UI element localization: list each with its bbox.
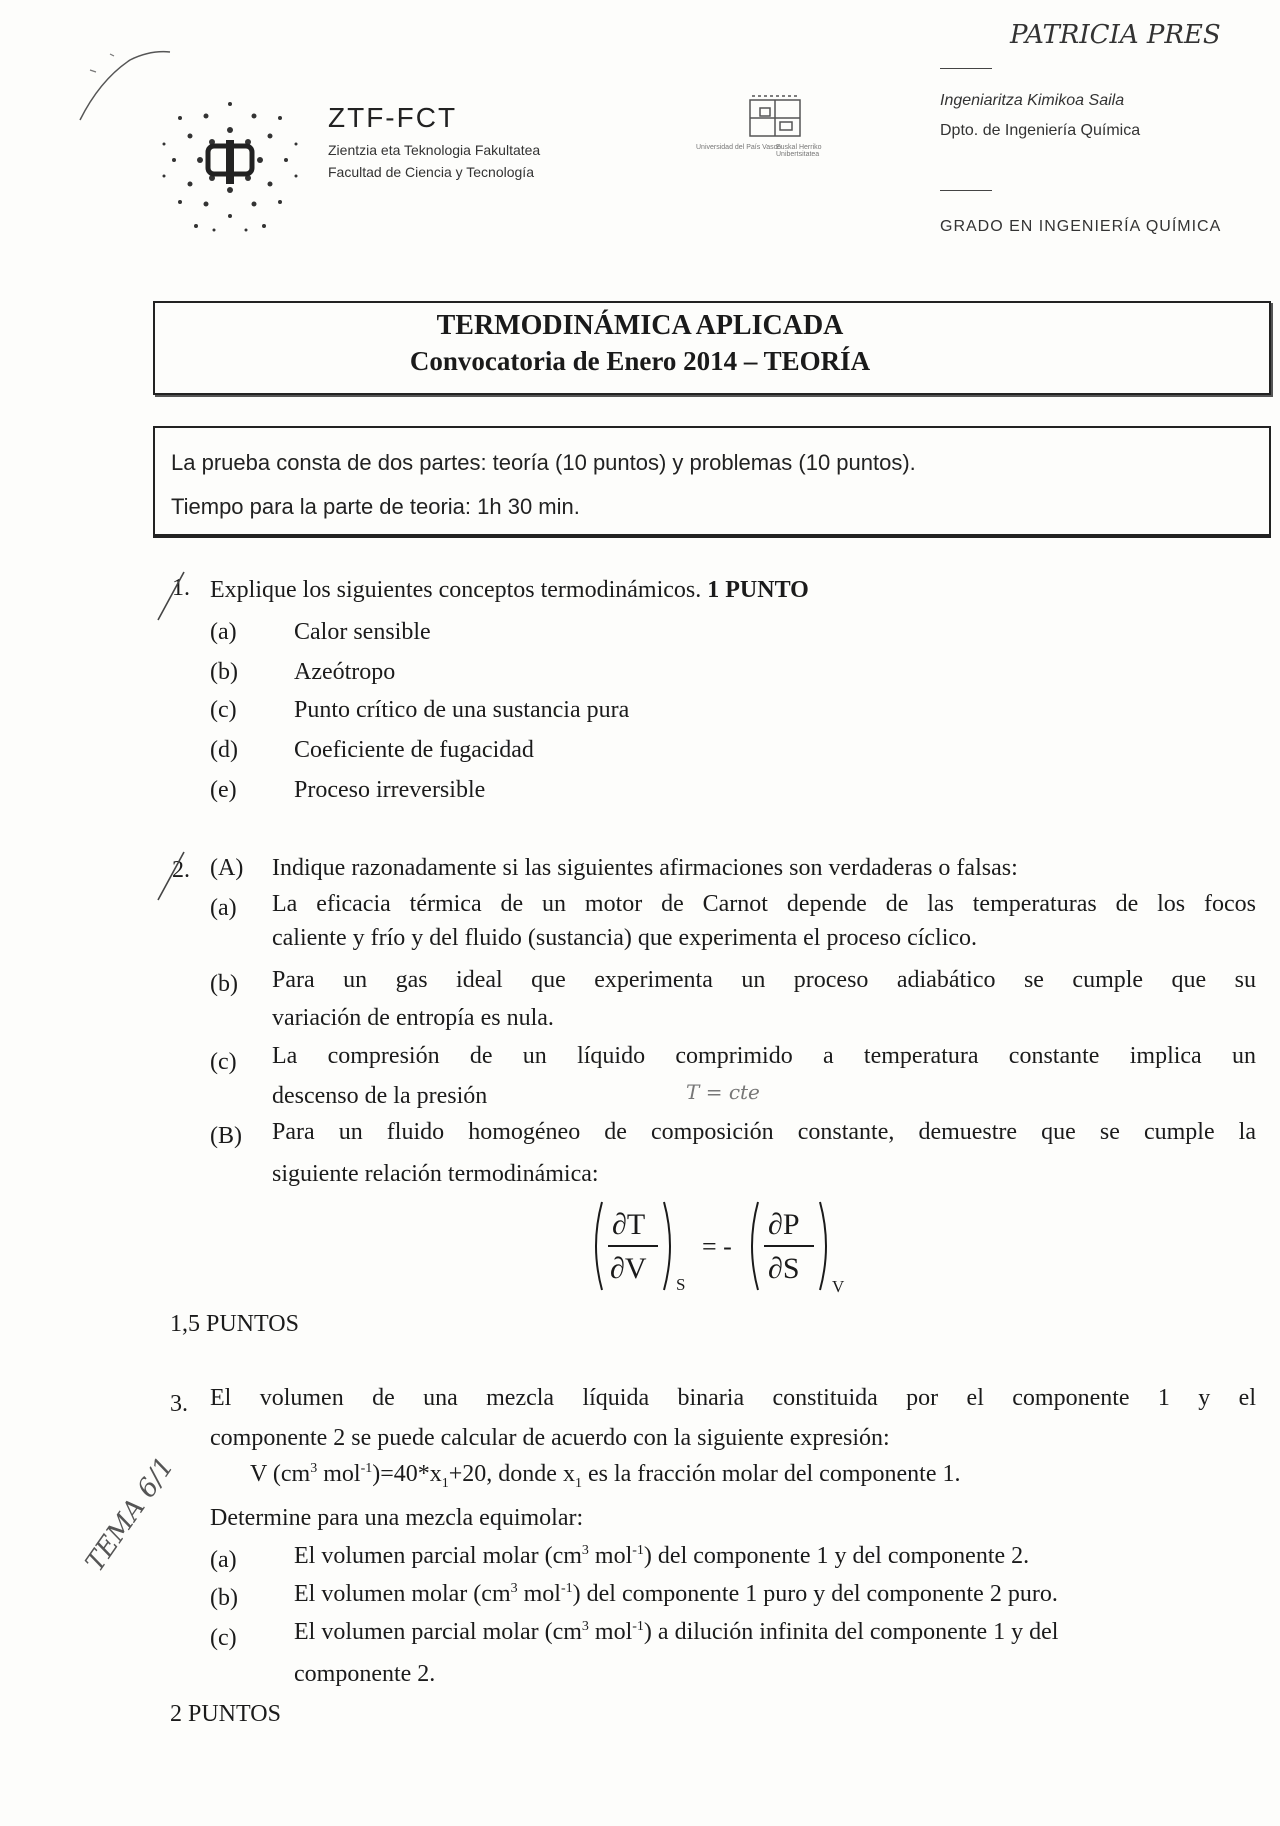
q3-item-text: El volumen parcial molar (cm — [294, 1543, 582, 1569]
q2-b-line1: Para un gas ideal que experimenta un proceso adiabático se cumple que su — [272, 967, 1256, 993]
eq-lhs-subscript: S — [676, 1275, 686, 1294]
eq-lhs-denominator: ∂V — [610, 1252, 647, 1285]
student-name: PATRICIA PRES — [1010, 20, 1221, 50]
q3-a-text — [294, 1544, 1029, 1568]
q3-expr-exp: -1 — [360, 1461, 373, 1476]
q3-item-text: El volumen parcial molar (cm — [294, 1619, 582, 1645]
q1-item-text: Coeficiente de fugacidad — [294, 737, 534, 763]
department-basque: Ingeniaritza Kimikoa Saila — [940, 92, 1125, 109]
q3-expr-part: )=40*x — [372, 1461, 442, 1487]
university-emblem-icon — [690, 86, 860, 146]
faculty-name-basque: Zientzia eta Teknologia Fakultatea — [328, 142, 541, 158]
eq-rhs-numerator: ∂P — [768, 1208, 800, 1241]
q2-c-line2: descenso de la presión — [272, 1083, 488, 1109]
q3-line1: El volumen de una mezcla líquida binaria constituida por el componente 1 y el — [210, 1385, 1256, 1411]
degree-name: GRADO EN INGENIERÍA QUÍMICA — [940, 218, 1222, 235]
q3-determine: Determine para una mezcla equimolar: — [210, 1505, 584, 1531]
department-spanish: Dpto. de Ingeniería Química — [940, 122, 1141, 139]
q3-expression — [250, 1462, 960, 1491]
exam-subtitle: Convocatoria de Enero 2014 – TEORÍA — [409, 346, 871, 376]
q3-b-label: (b) — [210, 1585, 238, 1611]
q3-c-label: (c) — [210, 1625, 237, 1651]
eq-equals-minus: = - — [702, 1232, 732, 1261]
faculty-name-spanish: Facultad de Ciencia y Tecnología — [328, 164, 534, 180]
exam-title: TERMODINÁMICA APLICADA — [436, 310, 844, 341]
q1-pen-mark-icon — [150, 568, 190, 628]
q3-item-text: ) del componente 1 puro y del componente 2 puro. — [572, 1581, 1058, 1607]
q3-expr-part: es la fracción molar del componente 1. — [581, 1461, 961, 1487]
q2-b-line2: variación de entropía es nula. — [272, 1005, 554, 1031]
q3-line2: componente 2 se puede calcular de acuerdo con la siguiente expresión: — [210, 1425, 890, 1451]
q2-a-line2: caliente y frío y del fluido (sustancia) que experimenta el proceso cíclico. — [272, 925, 978, 951]
q3-expr-part: V (cm — [250, 1461, 311, 1487]
q1-item-b — [210, 659, 396, 685]
q3-points: 2 PUNTOS — [170, 1701, 281, 1727]
q3-exp: -1 — [560, 1581, 573, 1596]
eq-lhs-numerator: ∂T — [612, 1208, 646, 1241]
q2-c-label: (c) — [210, 1049, 237, 1075]
q2-a-line1: La eficacia térmica de un motor de Carnot depende de las temperaturas de los focos — [272, 891, 1256, 917]
q3-exp: -1 — [632, 1619, 644, 1634]
q2-b-label: (b) — [210, 971, 238, 997]
q1-item-a — [210, 619, 431, 645]
q3-c-text — [294, 1620, 1058, 1644]
q2-c-handnote: T = cte — [686, 1080, 760, 1104]
university-name-basque: Euskal Herriko Unibertsitatea — [776, 144, 822, 158]
q3-expr-part: mol — [317, 1461, 361, 1487]
q3-exp: -1 — [632, 1543, 644, 1558]
q2-a-label: (a) — [210, 895, 237, 921]
info-line-parts: La prueba consta de dos partes: teoría (10 puntos) y problemas (10 puntos). — [171, 450, 916, 475]
q3-item-text: mol — [517, 1581, 561, 1607]
q1-item-text: Punto crítico de una sustancia pura — [294, 697, 630, 723]
q2-B-line2: siguiente relación termodinámica: — [272, 1161, 599, 1187]
q2-points: 1,5 PUNTOS — [170, 1311, 299, 1337]
margin-handnote: TEMA 6/1 — [80, 1452, 181, 1578]
maxwell-relation-equation — [590, 1196, 850, 1296]
university-name-spanish: Universidad del País Vasco — [696, 144, 782, 151]
university-logo — [690, 86, 860, 176]
info-box — [153, 426, 1271, 538]
header-rule-top — [940, 68, 992, 69]
q3-exp: 3 — [581, 1619, 589, 1634]
q1-item-text: Proceso irreversible — [294, 777, 486, 803]
q1-number: 1. — [172, 575, 190, 601]
q1-item-c — [210, 697, 630, 723]
q3-item-text: El volumen molar (cm — [294, 1581, 511, 1607]
q1-points: 1 PUNTO — [707, 577, 809, 603]
q3-expr-exp: 3 — [310, 1461, 318, 1476]
q3-b-text — [294, 1582, 1058, 1606]
q1-item-e — [210, 777, 486, 803]
q1-item-label: (b) — [210, 659, 238, 685]
q2-B-label: (B) — [210, 1123, 242, 1149]
q2-B-line1: Para un fluido homogéneo de composición constante, demuestre que se cumple la — [272, 1119, 1256, 1145]
q1-prompt: Explique los siguientes conceptos termodinámicos. — [210, 577, 702, 603]
info-line-time: Tiempo para la parte de teoria: 1h 30 min. — [171, 494, 580, 519]
q1-item-label: (d) — [210, 737, 238, 763]
q3-exp: 3 — [581, 1543, 589, 1558]
q3-exp: 3 — [510, 1581, 518, 1596]
q3-expr-sub: 1 — [574, 1475, 582, 1491]
q2-number: 2. — [172, 857, 190, 883]
q3-item-text: mol — [588, 1543, 633, 1569]
q1-text — [210, 578, 809, 602]
q2-pen-mark-icon — [150, 848, 190, 908]
q1-item-label: (c) — [210, 697, 237, 723]
q3-item-text: mol — [588, 1619, 633, 1645]
header-rule-bottom — [940, 190, 992, 191]
q1-item-d — [210, 737, 534, 763]
q3-number: 3. — [170, 1391, 188, 1417]
eq-rhs-denominator: ∂S — [768, 1252, 800, 1285]
q3-expr-part: +20, donde x — [448, 1461, 575, 1487]
q3-item-text: ) a dilución infinita del componente 1 y del — [643, 1619, 1059, 1645]
corner-scribble-icon — [70, 40, 180, 130]
q3-c-line2: componente 2. — [294, 1661, 436, 1687]
q1-item-text: Azeótropo — [294, 659, 396, 685]
q1-item-label: (e) — [210, 777, 237, 803]
faculty-acronym: ZTF-FCT — [328, 102, 458, 133]
q3-item-text: ) del componente 1 y del componente 2. — [643, 1543, 1030, 1569]
q2-c-line1: La compresión de un líquido comprimido a temperatura constante implica un — [272, 1043, 1256, 1069]
q1-item-text: Calor sensible — [294, 619, 431, 645]
eq-rhs-subscript: V — [832, 1277, 845, 1296]
q3-a-label: (a) — [210, 1547, 237, 1573]
q3-expr-sub: 1 — [441, 1475, 449, 1491]
q2-A-text: Indique razonadamente si las siguientes afirmaciones son verdaderas o falsas: — [272, 855, 1018, 881]
q2-A-label: (A) — [210, 855, 244, 881]
q1-item-label: (a) — [210, 619, 237, 645]
